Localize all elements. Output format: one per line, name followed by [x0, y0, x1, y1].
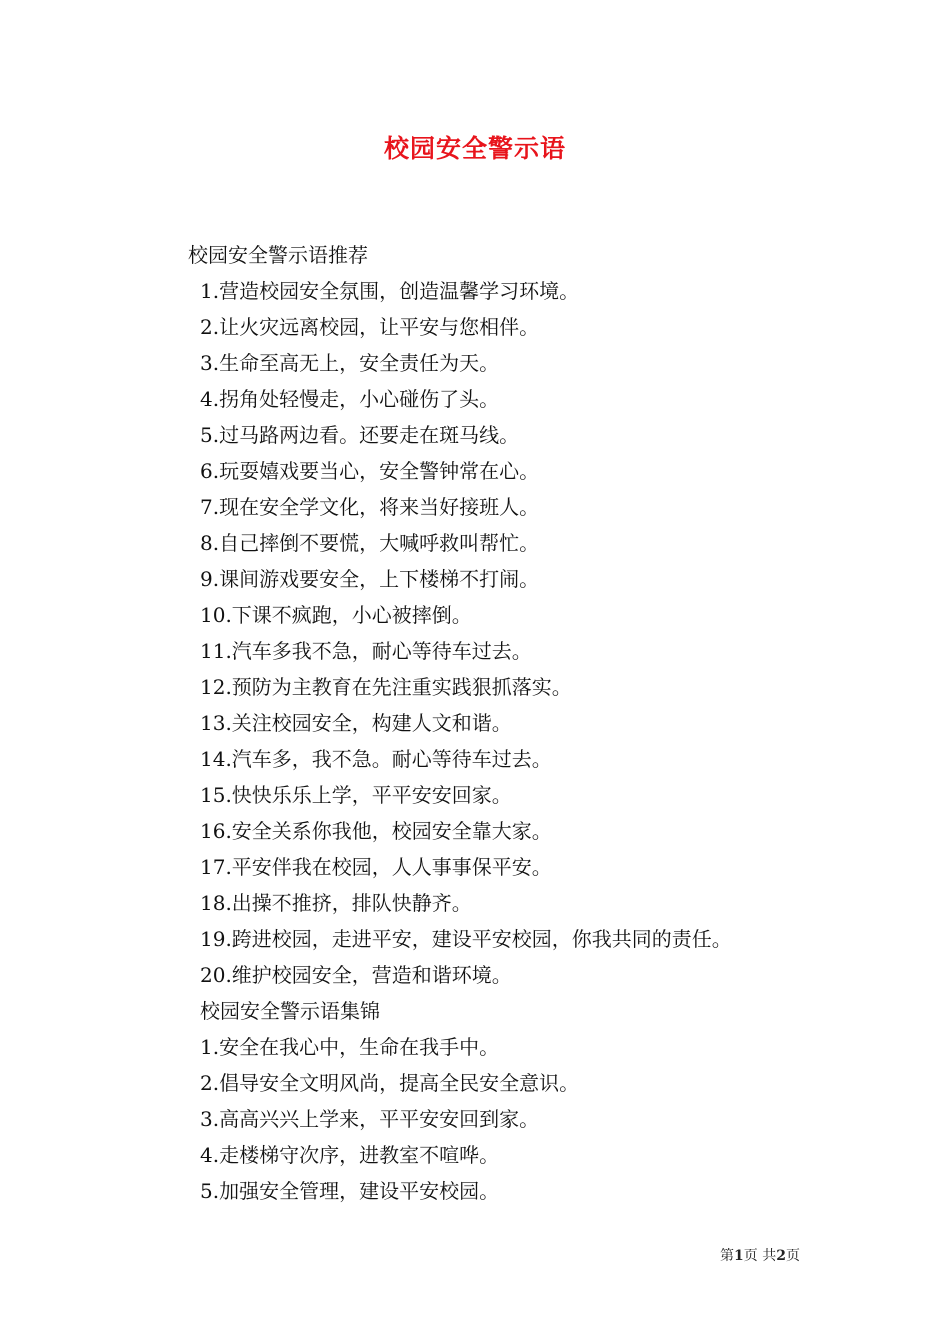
- list-item: 15.快快乐乐上学，平平安安回家。: [200, 783, 512, 807]
- footer-middle: 页 共: [743, 1248, 777, 1264]
- list-item: 1.营造校园安全氛围，创造温馨学习环境。: [200, 279, 580, 303]
- page-footer: [720, 1246, 800, 1266]
- list-item: 10.下课不疯跑，小心被摔倒。: [200, 603, 472, 627]
- section-heading: 校园安全警示语推荐: [188, 243, 368, 267]
- page-title: 校园安全警示语: [383, 134, 566, 163]
- list-item: 8.自己摔倒不要慌，大喊呼救叫帮忙。: [200, 531, 540, 555]
- list-item: 3.高高兴兴上学来，平平安安回到家。: [200, 1107, 540, 1131]
- list-item: 17.平安伴我在校园，人人事事保平安。: [200, 855, 552, 879]
- list-item: 4.拐角处轻慢走，小心碰伤了头。: [200, 387, 500, 411]
- footer-suffix: 页: [785, 1248, 800, 1264]
- list-item: 5.过马路两边看。还要走在斑马线。: [200, 423, 520, 447]
- list-item: 6.玩耍嬉戏要当心，安全警钟常在心。: [200, 459, 540, 483]
- list-item: 13.关注校园安全，构建人文和谐。: [200, 711, 512, 735]
- list-item: 14.汽车多，我不急。耐心等待车过去。: [200, 747, 552, 771]
- list-item: 20.维护校园安全，营造和谐环境。: [200, 963, 512, 987]
- total-page-number: 2: [776, 1248, 786, 1264]
- section-heading: 校园安全警示语集锦: [200, 999, 380, 1023]
- footer-prefix: 第: [720, 1248, 734, 1264]
- list-item: 3.生命至高无上，安全责任为天。: [200, 351, 500, 375]
- list-item: 5.加强安全管理，建设平安校园。: [200, 1179, 500, 1203]
- list-item: 19.跨进校园，走进平安，建设平安校园，你我共同的责任。: [200, 927, 732, 951]
- list-item: 16.安全关系你我他，校园安全靠大家。: [200, 819, 552, 843]
- list-item: 9.课间游戏要安全，上下楼梯不打闹。: [200, 567, 540, 591]
- current-page-number: 1: [734, 1248, 744, 1264]
- list-item: 2.倡导安全文明风尚，提高全民安全意识。: [200, 1071, 580, 1095]
- list-item: 11.汽车多我不急，耐心等待车过去。: [200, 639, 532, 663]
- list-item: 18.出操不推挤，排队快静齐。: [200, 891, 472, 915]
- list-item: 4.走楼梯守次序，进教室不喧哗。: [200, 1143, 500, 1167]
- list-item: 12.预防为主教育在先注重实践狠抓落实。: [200, 675, 572, 699]
- list-item: 7.现在安全学文化，将来当好接班人。: [200, 495, 540, 519]
- list-item: 2.让火灾远离校园，让平安与您相伴。: [200, 315, 540, 339]
- list-item: 1.安全在我心中，生命在我手中。: [200, 1035, 500, 1059]
